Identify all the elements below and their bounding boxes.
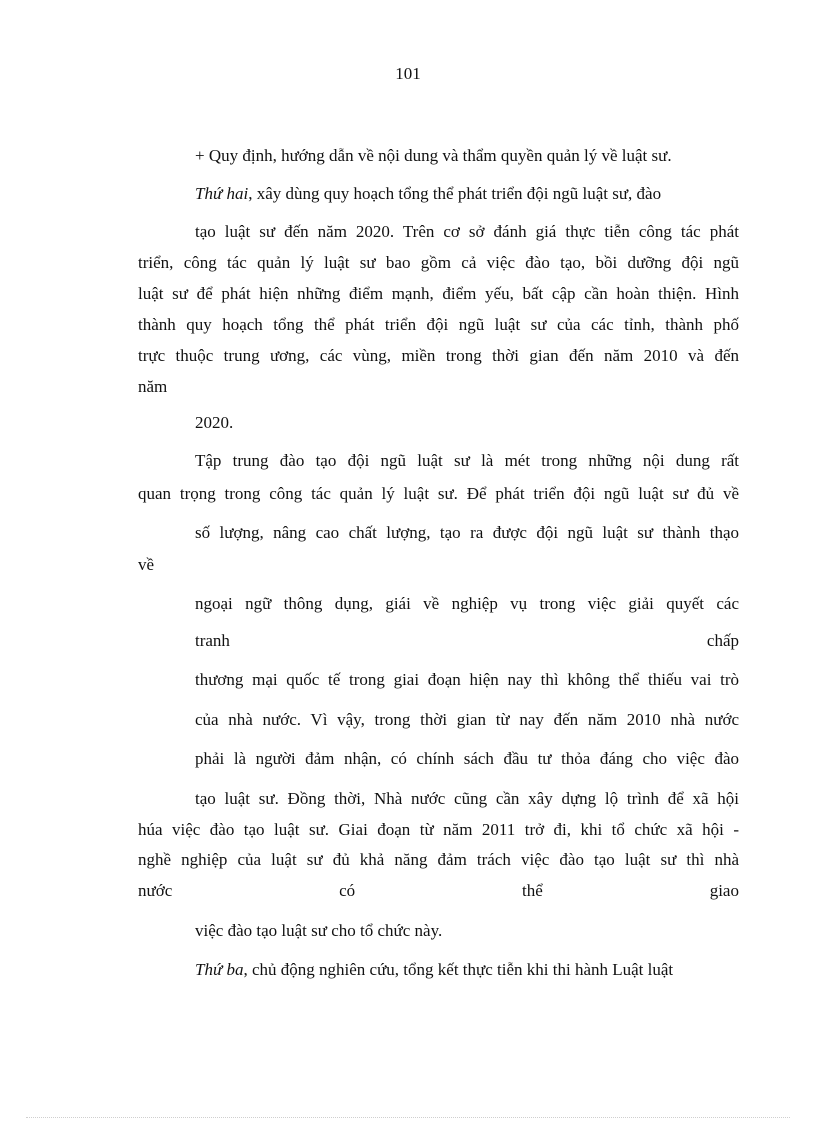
text-line: Tập trung đào tạo đội ngũ luật sư là mét trong những nội dung rất <box>195 451 739 470</box>
text-line: Thứ ba, chủ động nghiên cứu, tổng kết thực tiễn khi thi hành Luật luật <box>195 960 674 979</box>
text-line: Thứ hai, xây dùng quy hoạch tổng thể phát triển đội ngũ luật sư, đào <box>195 184 662 203</box>
text-line: + Quy định, hướng dẫn về nội dung và thẩm quyền quản lý về luật sư. <box>195 146 672 165</box>
italic-lead: Thứ hai <box>195 184 249 203</box>
footer-rule <box>26 1117 790 1118</box>
text-line: 2020. <box>195 413 234 432</box>
page-number: 101 <box>395 64 421 83</box>
text-line: phải là người đảm nhận, có chính sách đầu tư thỏa đáng cho việc đào <box>195 749 739 768</box>
text-line: việc đào tạo luật sư cho tổ chức này. <box>195 921 443 940</box>
text-line: tạo luật sư đến năm 2020. Trên cơ sở đánh giá thực tiễn công tác phát <box>195 222 739 241</box>
text-line: quan trọng trong công tác quản lý luật sư. Để phát triển đội ngũ luật sư đủ về <box>138 484 739 503</box>
text-line: ngoại ngữ thông dụng, giái về nghiệp vụ trong việc giải quyết các <box>195 594 739 613</box>
text-line: trực thuộc trung ương, các vùng, miền trong thời gian đến năm 2010 và đến <box>138 346 739 365</box>
text-line: thương mại quốc tế trong giai đoạn hiện nay thì không thể thiếu vai trò <box>195 670 739 689</box>
text-line: tạo luật sư. Đồng thời, Nhà nước cũng cần xây dựng lộ trình để xã hội <box>195 789 739 808</box>
text-line: nước có thể giao <box>138 881 739 900</box>
text-line: thành quy hoạch tổng thể phát triển đội ngũ luật sư của các tỉnh, thành phố <box>138 315 739 334</box>
italic-lead: Thứ ba <box>195 960 244 979</box>
text-line: số lượng, nâng cao chất lượng, tạo ra được đội ngũ luật sư thành thạo <box>195 523 739 542</box>
text-line: luật sư để phát hiện những điểm mạnh, điểm yếu, bất cập cần hoàn thiện. Hình <box>138 284 739 303</box>
text-line: về <box>138 555 155 574</box>
text-line: tranh chấp <box>195 631 739 650</box>
text-line: triển, công tác quản lý luật sư bao gồm cả việc đào tạo, bồi dưỡng đội ngũ <box>138 253 739 272</box>
text-line: của nhà nước. Vì vậy, trong thời gian từ nay đến năm 2010 nhà nước <box>195 710 739 729</box>
text-line: năm <box>138 377 168 396</box>
text-line: nghề nghiệp của luật sư đủ khả năng đảm trách việc đào tạo luật sư thì nhà <box>138 850 739 869</box>
text-line: húa việc đào tạo luật sư. Giai đoạn từ năm 2011 trở đi, khi tổ chức xã hội - <box>138 820 739 839</box>
